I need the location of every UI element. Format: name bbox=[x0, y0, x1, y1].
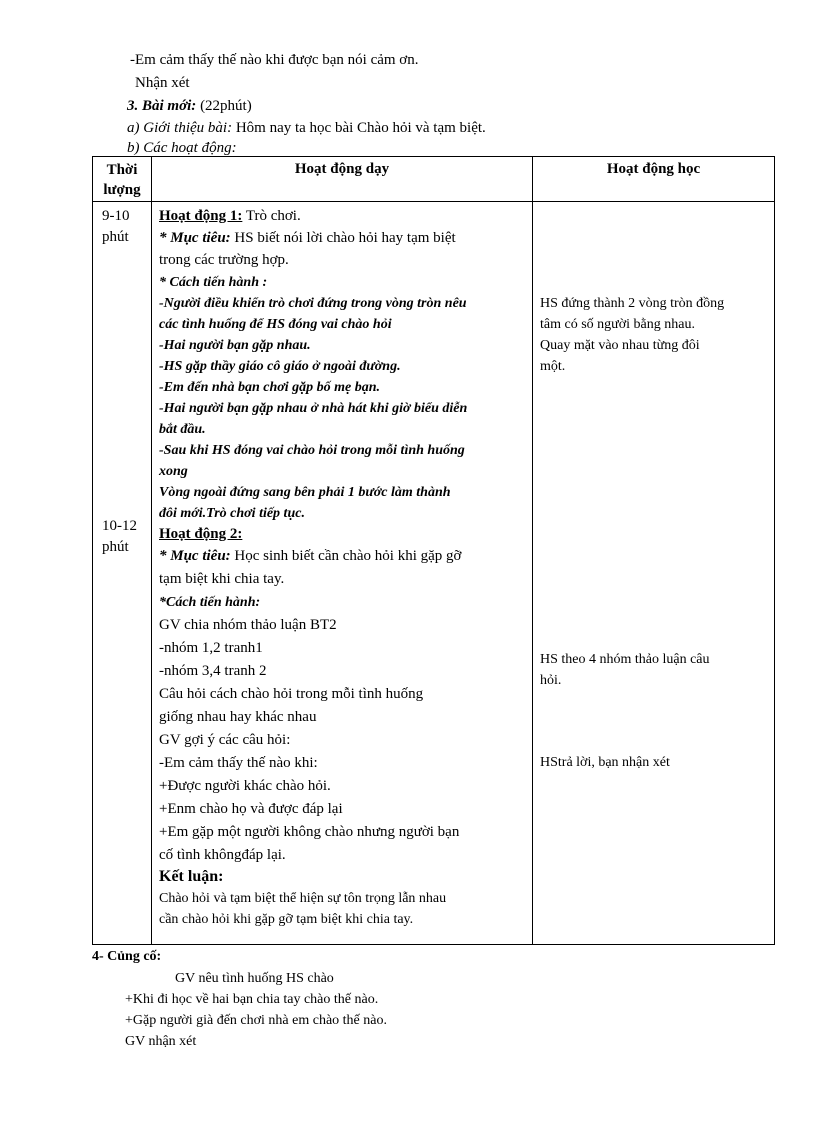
activity-1-step: các tình huống để HS đóng vai chào hỏi bbox=[159, 317, 392, 332]
activity-2-step: cố tình khôngđáp lại. bbox=[159, 847, 286, 863]
new-lesson-label: 3. Bài mới: bbox=[127, 98, 197, 114]
activity-1-step: -Hai người bạn gặp nhau ở nhà hát khi giờ biểu diễn bbox=[159, 401, 468, 416]
new-lesson-heading bbox=[127, 96, 252, 116]
activity-1-goal-cont: trong các trường hợp. bbox=[159, 252, 289, 268]
table-header-row bbox=[93, 157, 775, 202]
activity-1-title bbox=[159, 206, 301, 227]
header-teaching bbox=[152, 157, 533, 202]
table-body-row bbox=[93, 202, 775, 945]
header-learning-label: Hoạt động học bbox=[606, 161, 701, 177]
time-activity-1: 9-10 bbox=[102, 208, 130, 224]
learning-step: Quay mặt vào nhau từng đôi bbox=[540, 338, 700, 353]
activity-2-goal bbox=[159, 546, 461, 567]
header-time-line2: lượng bbox=[103, 182, 141, 198]
header-teaching-label: Hoạt động dạy bbox=[294, 161, 390, 177]
learning-step: tâm có số người bằng nhau. bbox=[540, 317, 695, 332]
header-time bbox=[93, 157, 152, 202]
activity-1-step: bắt đầu. bbox=[159, 422, 206, 437]
lesson-introduction bbox=[127, 118, 486, 138]
consolidation-line: +Gặp người già đến chơi nhà em chào thế nào. bbox=[125, 1013, 387, 1028]
activity-1-method: * Cách tiến hành : bbox=[159, 275, 268, 290]
time-activity-2-unit: phút bbox=[102, 539, 129, 555]
activity-1-step: -Hai người bạn gặp nhau. bbox=[159, 338, 311, 353]
activity-2-title: Hoạt động 2: bbox=[159, 526, 243, 542]
new-lesson-duration: (22phút) bbox=[196, 98, 252, 114]
activity-2-step: GV chia nhóm thảo luận BT2 bbox=[159, 617, 337, 633]
intro-comment: Nhận xét bbox=[135, 75, 190, 91]
activity-2-step: +Enm chào họ và được đáp lại bbox=[159, 801, 343, 817]
activity-1-step: Vòng ngoài đứng sang bên phải 1 bước làm thành bbox=[159, 485, 451, 500]
learning-step: HStrả lời, bạn nhận xét bbox=[540, 755, 670, 770]
activity-1-label: Hoạt động 1: bbox=[159, 208, 243, 224]
activities-heading: b) Các hoạt động: bbox=[127, 140, 237, 156]
conclusion-label: Kết luận: bbox=[159, 868, 224, 885]
activity-2-step: -nhóm 1,2 tranh1 bbox=[159, 640, 263, 656]
activity-1-step: -Người điều khiển trò chơi đứng trong vòng tròn nêu bbox=[159, 296, 467, 311]
activity-2-step: -Em cảm thấy thế nào khi: bbox=[159, 755, 318, 771]
activity-1-goal bbox=[159, 228, 456, 249]
activity-2-step: +Em gặp một người không chào nhưng người bạn bbox=[159, 824, 460, 840]
activity-2-step: giống nhau hay khác nhau bbox=[159, 709, 317, 725]
activity-2-step: Câu hỏi cách chào hỏi trong mỗi tình huống bbox=[159, 686, 424, 702]
activity-1-step: -Em đến nhà bạn chơi gặp bố mẹ bạn. bbox=[159, 380, 381, 395]
learning-step: hỏi. bbox=[540, 673, 562, 688]
activity-1-step: đôi mới.Trò chơi tiếp tục. bbox=[159, 506, 305, 521]
learning-step: HS theo 4 nhóm thảo luận câu bbox=[540, 652, 710, 667]
time-activity-2: 10-12 bbox=[102, 518, 137, 534]
consolidation-heading: 4- Củng cố: bbox=[92, 949, 162, 964]
consolidation-line: GV nêu tình huống HS chào bbox=[175, 971, 334, 986]
activity-2-step: -nhóm 3,4 tranh 2 bbox=[159, 663, 267, 679]
conclusion-text: Chào hỏi và tạm biệt thể hiện sự tôn trọng lẫn nhau bbox=[159, 891, 447, 906]
time-activity-1-unit: phút bbox=[102, 229, 129, 245]
activity-2-goal-cont: tạm biệt khi chia tay. bbox=[159, 571, 285, 587]
activity-1-goal-text: HS biết nói lời chào hỏi hay tạm biệt bbox=[230, 230, 456, 246]
learning-cell bbox=[533, 202, 775, 945]
activity-2-step: GV gợi ý các câu hỏi: bbox=[159, 732, 291, 748]
teaching-cell bbox=[152, 202, 533, 945]
activity-2-goal-label: * Mục tiêu: bbox=[159, 548, 231, 564]
consolidation-line: GV nhận xét bbox=[125, 1034, 197, 1049]
activity-1-name: Trò chơi. bbox=[242, 208, 301, 224]
header-time-line1: Thời bbox=[106, 162, 138, 178]
activity-1-goal-label: * Mục tiêu: bbox=[159, 230, 231, 246]
activity-2-step: +Được người khác chào hỏi. bbox=[159, 778, 331, 794]
time-cell bbox=[93, 202, 152, 945]
lesson-introduction-label: a) Giới thiệu bài: bbox=[127, 120, 233, 136]
activity-2-goal-text: Học sinh biết cần chào hỏi khi gặp gỡ bbox=[230, 548, 462, 564]
conclusion-text: cần chào hỏi khi gặp gỡ tạm biệt khi chia tay. bbox=[159, 912, 414, 927]
header-learning bbox=[533, 157, 775, 202]
learning-step: một. bbox=[540, 359, 566, 374]
activity-1-step: -HS gặp thầy giáo cô giáo ở ngoài đường. bbox=[159, 359, 401, 374]
activity-1-step: -Sau khi HS đóng vai chào hỏi trong mỗi tình huống bbox=[159, 443, 465, 458]
learning-step: HS đứng thành 2 vòng tròn đồng bbox=[540, 296, 725, 311]
lesson-plan-table bbox=[92, 156, 775, 945]
activity-1-step: xong bbox=[159, 464, 188, 479]
lesson-introduction-text: Hôm nay ta học bài Chào hỏi và tạm biệt. bbox=[232, 120, 486, 136]
consolidation-line: +Khi đi học về hai bạn chia tay chào thế nào. bbox=[125, 992, 379, 1007]
activity-2-method: *Cách tiến hành: bbox=[159, 595, 261, 610]
intro-question: -Em cảm thấy thế nào khi được bạn nói cảm ơn. bbox=[130, 52, 419, 68]
